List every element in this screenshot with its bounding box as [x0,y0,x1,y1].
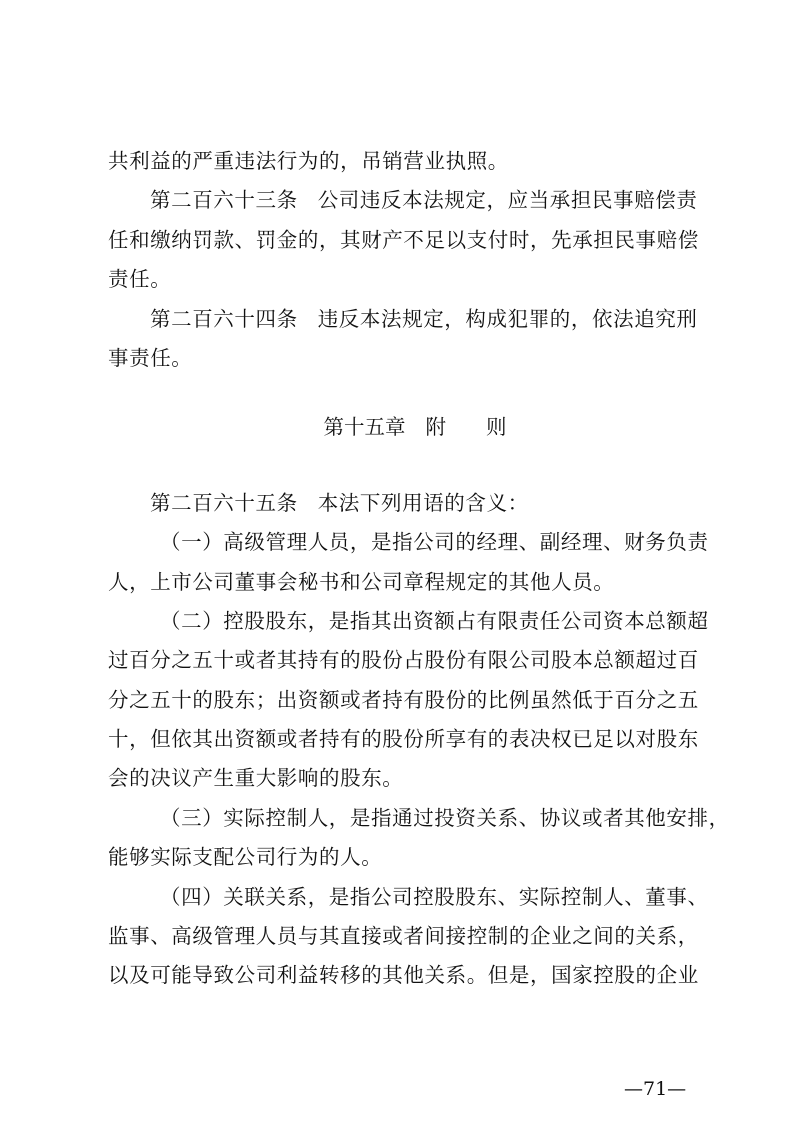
chapter-title-b: 则 [486,415,507,440]
article-263-line-3: 责任。 [108,267,172,292]
article-265-text: 本法下列用语的含义： [317,490,529,515]
item-3-line-2: 能够实际支配公司行为的人。 [108,845,383,870]
item-2-line-2: 过百分之五十或者其持有的股份占股份有限公司股本总额超过百 [108,648,699,673]
item-4-line-3: 以及可能导致公司利益转移的其他关系。但是，国家控股的企业 [108,963,699,988]
chapter-heading [108,408,704,447]
article-264-line-1 [108,300,704,339]
item-1-line-1: （一）高级管理人员，是指公司的经理、副经理、财务负责 [160,530,709,555]
article-263-text: 公司违反本法规定，应当承担民事赔偿责 [317,188,698,213]
article-265-label: 第二百六十五条 [150,490,298,515]
chapter-title-a: 附 [425,415,446,440]
item-2-line-5: 会的决议产生重大影响的股东。 [108,766,404,791]
item-2-line-4: 十，但依其出资额或者持有的股份所享有的表决权已足以对股东 [108,727,699,752]
article-263-label: 第二百六十三条 [150,188,298,213]
document-body [108,142,730,996]
article-264-line-2: 事责任。 [108,345,193,370]
article-264-label: 第二百六十四条 [150,306,298,331]
item-4-line-2: 监事、高级管理人员与其直接或者间接控制的企业之间的关系， [108,924,699,949]
article-264-text: 违反本法规定，构成犯罪的，依法追究刑 [317,306,698,331]
item-3-line-1: （三）实际控制人，是指通过投资关系、协议或者其他安排， [160,805,730,830]
page-number: —71— [624,1078,687,1100]
item-2-line-3: 分之五十的股东；出资额或者持有股份的比例虽然低于百分之五 [108,687,699,712]
item-4-line-1: （四）关联关系，是指公司控股股东、实际控制人、董事、 [160,884,709,909]
article-265-line-1 [108,484,704,523]
chapter-number: 第十五章 [323,415,406,440]
article-263-line-2: 任和缴纳罚款、罚金的，其财产不足以支付时，先承担民事赔偿 [108,227,699,252]
text-line: 共利益的严重违法行为的，吊销营业执照。 [108,149,509,173]
article-263-line-1 [108,181,704,220]
item-1-line-2: 人，上市公司董事会秘书和公司章程规定的其他人员。 [108,569,615,594]
item-2-line-1: （二）控股股东，是指其出资额占有限责任公司资本总额超 [160,608,709,633]
